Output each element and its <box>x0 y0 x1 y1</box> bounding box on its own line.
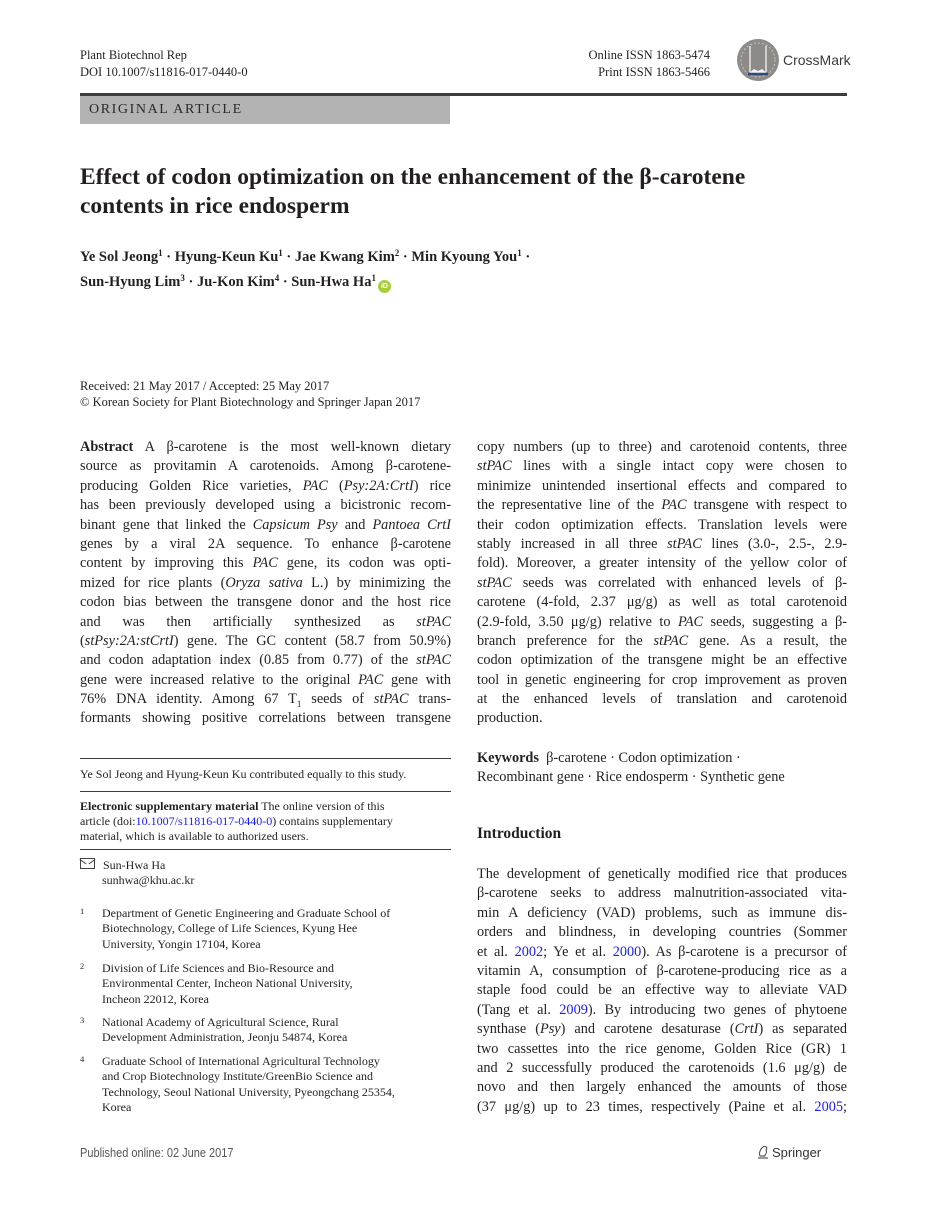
text-line: staple food could be an effective way to alleviate VAD <box>477 982 847 999</box>
title-line: contents in rice endosperm <box>80 193 350 219</box>
received-accepted: Received: 21 May 2017 / Accepted: 25 May 2017 <box>80 379 330 393</box>
article-doi: DOI 10.1007/s11816-017-0440-0 <box>80 65 248 79</box>
citation-link[interactable]: 2000 <box>612 943 642 960</box>
article-type-banner: ORIGINAL ARTICLE <box>80 96 450 124</box>
text-line: has been previously developed using a bicistronic recom- <box>80 497 451 514</box>
author[interactable]: Ye Sol Jeong$^1$ <box>80 248 163 265</box>
text-line: binant gene that linked the Capsicum Psy and Pantoea CrtI <box>80 516 451 533</box>
online-issn: Online ISSN 1863-5474 <box>588 48 710 62</box>
equal-contribution-note: Ye Sol Jeong and Hyung-Keun Ku contributed equally to this study. <box>80 767 407 781</box>
text-line: fold). Moreover, a greater intensity of the yellow color of <box>477 555 847 572</box>
author[interactable]: Jae Kwang Kim$^2$ <box>294 248 400 265</box>
text-line: (stPsy:2A:stCrtI) gene. The GC content (58.7 from 50.9%) <box>80 632 451 649</box>
issn-block <box>540 47 710 81</box>
corresponding-name: Sun-Hwa Ha <box>103 858 166 872</box>
crossmark-label[interactable]: CrossMark <box>783 52 851 68</box>
text-line: stPAC seeds was correlated with enhanced levels of β- <box>477 574 847 591</box>
text-line: and was then artificially synthesized as stPAC <box>80 613 451 630</box>
author[interactable]: Sun-Hyung Lim$^3$ <box>80 273 185 290</box>
text-line: The development of genetically modified rice that produces <box>477 866 847 882</box>
author[interactable]: Ju-Kon Kim$^4$ <box>196 273 280 290</box>
abstract-left-column <box>80 438 451 729</box>
introduction-body <box>477 865 847 1117</box>
affiliation-number: 4 <box>80 1054 85 1064</box>
text-line: gene were increased relative to the original PAC gene with <box>80 671 451 688</box>
published-date: Published online: 02 June 2017 <box>80 1146 234 1160</box>
publisher-name: Springer <box>772 1145 822 1160</box>
author-list <box>80 243 850 293</box>
esm-doi-link[interactable]: 10.1007/s11816-017-0440-0 <box>135 814 273 828</box>
text-line: orders and blindness, in developing countries (Sommer <box>477 924 847 941</box>
corresponding-email[interactable]: sunhwa@khu.ac.kr <box>102 873 195 887</box>
text-line: codon bias between the transgene donor and the host rice <box>80 594 451 611</box>
text-line: branch preference for the stPAC gene. As a result, the <box>477 632 847 649</box>
affiliation-text: National Academy of Agricultural Science, Rural Development Administration, Jeonju 54874, Korea <box>102 1015 348 1045</box>
text-line: novo and then largely enhanced the amounts of those <box>477 1079 847 1096</box>
text-line: carotene (4-fold, 2.37 μg/g) as well as total carotenoid <box>477 594 847 611</box>
print-issn: Print ISSN 1863-5466 <box>598 65 710 79</box>
footnote-rule <box>80 758 451 759</box>
text-line: stably increased in all three stPAC lines (3.0-, 2.5-, 2.9- <box>477 535 848 552</box>
citation-link[interactable]: 2002 <box>514 943 544 960</box>
copyright: © Korean Society for Plant Biotechnology and Springer Japan 2017 <box>80 395 421 409</box>
citation-link[interactable]: 2009 <box>559 1001 588 1018</box>
text-line: producing Golden Rice varieties, PAC (Psy:2A:CrtI) rice <box>80 477 451 494</box>
text-line: codon optimization of the transgene might be an effective <box>477 652 847 669</box>
text-line: tool in genetic engineering for crop improvement as proven <box>477 671 847 688</box>
publisher-logo <box>757 1145 821 1160</box>
author[interactable]: Hyung-Keun Ku$^1$ <box>174 248 283 265</box>
introduction-heading: Introduction <box>477 825 562 842</box>
text-line: and codon adaptation index (0.85 from 0.77) of the stPAC <box>80 652 451 669</box>
text-line: (37 μg/g) up to 23 times, respectively (Paine et al. 2005; <box>477 1098 847 1115</box>
text-line: minimize unintended insertional effects and compared to <box>477 477 847 494</box>
citation-link[interactable]: 2005 <box>814 1098 844 1115</box>
text-line: vitamin A, consumption of β-carotene-producing rice as a <box>477 962 847 979</box>
keywords-line: Recombinant gene · Rice endosperm · Synthetic gene <box>477 769 785 786</box>
envelope-icon <box>80 858 95 869</box>
keywords-heading: Keywords <box>477 750 539 766</box>
esm-note: Electronic supplementary material The online version of this article (doi:10.1007/s11816-017-0440-0) contains supplementary material, which is available to authorized users. <box>80 799 393 843</box>
text-line: mized for rice plants (Oryza sativa L.) by minimizing the <box>80 574 451 591</box>
text-line: and 2 successfully produced the carotenoids (1.6 μg/g) de <box>477 1059 847 1076</box>
author-line: Sun-Hyung Lim$^3$ · Ju-Kon Kim$^4$ · Sun-Hwa Ha$^1$iD <box>80 268 850 293</box>
text-line: Abstract A β-carotene is the most well-known dietary <box>80 439 451 455</box>
affiliation-number: 3 <box>80 1015 85 1025</box>
text-line: genes by a viral 2A sequence. To enhance β-carotene <box>80 535 451 552</box>
affiliation-text: Division of Life Sciences and Bio-Resource and Environmental Center, Incheon National University, Incheon 22012, Korea <box>102 961 353 1006</box>
text-line: at the enhanced levels of translation and carotenoid <box>477 691 847 708</box>
abstract-right-column <box>477 438 847 729</box>
footnote-rule <box>80 849 451 850</box>
abstract-heading: Abstract <box>80 439 134 455</box>
author[interactable]: Min Kyoung You$^1$ <box>411 248 522 265</box>
crossmark-icon[interactable] <box>736 38 780 82</box>
text-line: stPAC lines with a single intact copy were chosen to <box>477 458 847 475</box>
text-line: min A deficiency (VAD) problems, such as immune dis- <box>477 904 847 921</box>
article-dates <box>80 378 420 410</box>
text-line: content by improving this PAC gene, its codon was opti- <box>80 555 451 572</box>
text-line: copy numbers (up to three) and carotenoid contents, three <box>477 439 847 455</box>
text-line: synthase (Psy) and carotene desaturase (CrtI) as separated <box>477 1021 848 1038</box>
text-line: formants showing positive correlations between transgene <box>80 710 451 727</box>
text-line: production. <box>477 710 543 727</box>
esm-heading: Electronic supplementary material <box>80 799 259 813</box>
author[interactable]: Sun-Hwa Ha$^1$ <box>291 273 376 290</box>
text-line: (2.9-fold, 3.50 μg/g) relative to PAC seeds, suggesting a β- <box>477 613 847 630</box>
author-line: Ye Sol Jeong$^1$ · Hyung-Keun $Ku^1$ · Jae Kwang Kim$^2$ · Min Kyoung You$^1$ · <box>80 248 531 265</box>
text-line: the representative line of the PAC transgene with respect to <box>477 497 847 514</box>
text-line: source as provitamin A carotenoids. Among β-carotene- <box>80 458 451 475</box>
affiliation-number: 2 <box>80 961 85 971</box>
text-line: (Tang et al. 2009). By introducing two genes of phytoene <box>477 1001 847 1018</box>
affiliation-text: Department of Genetic Engineering and Graduate School of Biotechnology, College of Life Sciences, Kyung Hee University, Yongin 17104, Korea <box>102 906 391 951</box>
text-line: their codon optimization effects. Translation levels were <box>477 516 847 533</box>
journal-header <box>80 47 248 81</box>
corresponding-author <box>80 858 451 888</box>
affiliation-text: Graduate School of International Agricultural Technology and Crop Biotechnology Institute/GreenBio Science and Technology, Seoul National University, Pyeongchang 25354, Korea <box>102 1054 395 1114</box>
affiliation-number: 1 <box>80 906 85 916</box>
springer-horse-icon <box>757 1145 769 1159</box>
keywords-line: β-carotene · Codon optimization · <box>546 750 741 766</box>
orcid-icon[interactable]: iD <box>378 280 391 293</box>
title-line: Effect of codon optimization on the enhancement of the β-carotene <box>80 164 746 190</box>
article-title <box>80 163 850 221</box>
journal-name: Plant Biotechnol Rep <box>80 48 187 62</box>
text-line: 76% DNA identity. Among 67 $T_1$ seeds of stPAC trans- <box>80 691 451 709</box>
keywords <box>477 749 847 788</box>
footnote-rule <box>80 791 451 792</box>
text-line: β-carotene seeks to address malnutrition-associated vita- <box>477 885 847 902</box>
text-line: et al. 2002; Ye et al. 2000). As β-carotene is a precursor of <box>477 943 848 960</box>
text-line: two cassettes into the rice genome, Golden Rice (GR) 1 <box>477 1040 847 1057</box>
